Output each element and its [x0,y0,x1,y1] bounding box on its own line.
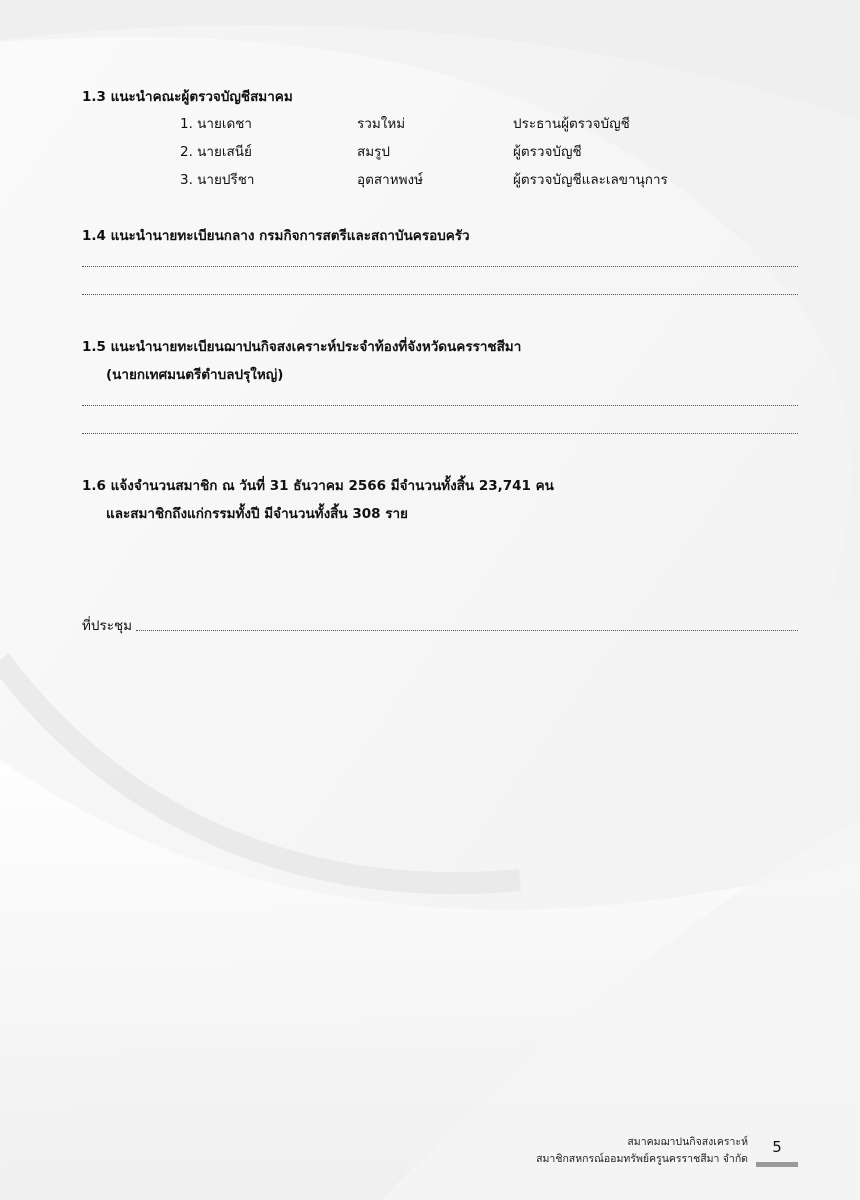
blank-fill-line [82,405,798,406]
blank-fill-line [82,294,798,295]
footer-line-1: สมาคมฌาปนกิจสงเคราะห์ [627,1136,748,1148]
meeting-resolution [82,614,798,636]
auditor-name: 2. นายเสนีย์ [180,144,252,160]
meeting-label: ที่ประชุม [82,618,133,634]
auditor-role: ผู้ตรวจบัญชีและเลขานุการ [513,172,668,188]
section-1-3-heading: 1.3 แนะนำคณะผู้ตรวจบัญชีสมาคม [82,89,293,105]
auditor-role: ประธานผู้ตรวจบัญชี [513,116,630,132]
section-1-5-subline: (นายกเทศมนตรีตำบลปรุใหญ่) [106,367,284,383]
footer-line-2: สมาชิกสหกรณ์ออมทรัพย์ครูนครราชสีมา จำกัด [536,1153,748,1165]
page-number-bar [756,1162,798,1167]
section-1-4-heading: 1.4 แนะนำนายทะเบียนกลาง กรมกิจการสตรีและสถาบันครอบครัว [82,228,470,244]
auditor-role: ผู้ตรวจบัญชี [513,144,582,160]
auditor-surname: รวมใหม่ [357,116,406,132]
blank-fill-line [136,630,798,631]
auditor-row [180,141,740,163]
auditor-row [180,169,740,191]
section-1-6-line2: และสมาชิกถึงแก่กรรมทั้งปี มีจำนวนทั้งสิ้น 308 ราย [106,506,408,522]
page-number: 5 [772,1138,782,1156]
auditor-surname: สมรูป [357,144,390,160]
auditor-row [180,113,740,135]
auditor-name: 1. นายเดชา [180,116,253,132]
blank-fill-line [82,433,798,434]
footer-organization [536,1134,748,1168]
section-1-6-line1: 1.6 แจ้งจำนวนสมาชิก ณ วันที่ 31 ธันวาคม 2566 มีจำนวนทั้งสิ้น 23,741 คน [82,478,554,494]
section-1-5-heading: 1.5 แนะนำนายทะเบียนฌาปนกิจสงเคราะห์ประจำท้องที่จังหวัดนครราชสีมา [82,339,522,355]
auditor-name: 3. นายปรีชา [180,172,255,188]
blank-fill-line [82,266,798,267]
auditor-surname: อุตสาหพงษ์ [357,172,423,188]
